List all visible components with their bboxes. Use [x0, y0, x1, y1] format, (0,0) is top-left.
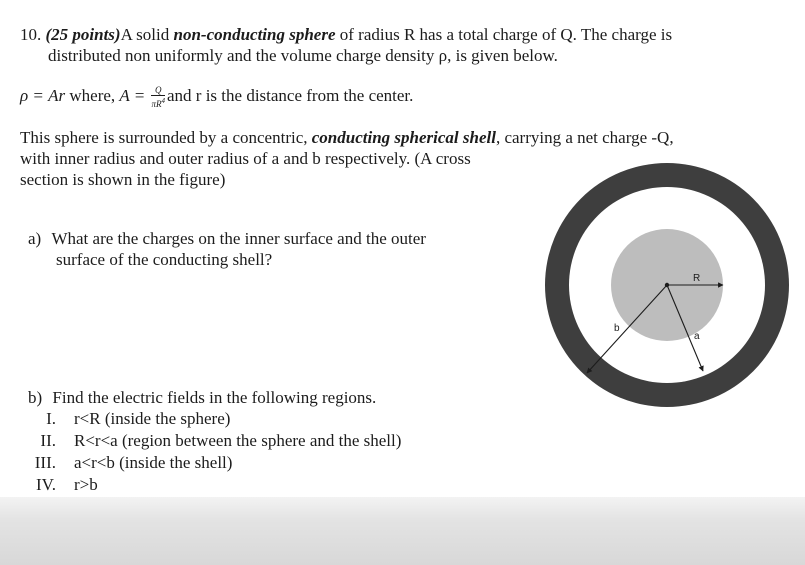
shell-description-line2: with inner radius and outer radius of a and b respectively. (A cross — [20, 149, 471, 168]
fraction-denominator-exponent: 4 — [161, 97, 165, 106]
item-number: IV. — [36, 475, 56, 494]
list-item — [20, 430, 401, 452]
shell-emphasis: conducting spherical shell — [311, 128, 496, 147]
problem-intro-line1 — [20, 24, 672, 45]
problem-intro-line2: distributed non uniformly and the volume charge density ρ, is given below. — [48, 46, 558, 65]
part-a-line1: What are the charges on the inner surface and the outer — [51, 229, 426, 248]
part-a-line2: surface of the conducting shell? — [56, 250, 273, 269]
list-item — [20, 452, 401, 474]
part-a — [28, 228, 426, 249]
label-a: a — [694, 331, 700, 342]
formula-where: where, — [65, 86, 120, 105]
formula-tail: and r is the distance from the center. — [167, 86, 414, 105]
formula-lhs: ρ = — [20, 86, 49, 105]
intro-emphasis: non-conducting sphere — [173, 25, 336, 44]
item-text: R<r<a (region between the sphere and the shell) — [74, 431, 402, 450]
part-b-line1: Find the electric fields in the following regions. — [52, 388, 377, 407]
part-a-label: a) — [28, 229, 42, 248]
formula-fraction — [151, 85, 165, 109]
cross-section-figure — [545, 163, 795, 413]
part-b-label: b) — [28, 388, 43, 407]
label-b: b — [614, 323, 620, 334]
shell-description-line3: section is shown in the figure) — [20, 170, 226, 189]
list-item — [20, 474, 401, 496]
item-text: a<r<b (inside the shell) — [74, 453, 233, 472]
shell-text-2: , carrying a net charge -Q, — [495, 128, 674, 147]
problem-number: 10. — [20, 25, 42, 44]
item-number: I. — [46, 409, 56, 428]
shell-description-line1 — [20, 127, 674, 148]
part-b — [28, 387, 376, 408]
item-number: II. — [40, 431, 56, 450]
list-item — [20, 408, 401, 430]
shell-text-1: This sphere is surrounded by a concentric, — [20, 128, 312, 147]
formula-a: A = — [119, 86, 150, 105]
item-text: r<R (inside the sphere) — [74, 409, 231, 428]
problem-points: (25 points) — [45, 25, 121, 44]
fraction-denominator — [151, 96, 165, 109]
label-R: R — [693, 273, 701, 284]
item-text: r>b — [74, 475, 98, 494]
formula-ar: Ar — [48, 86, 66, 105]
bottom-gradient-bar — [0, 497, 805, 565]
intro-text-2: of radius R has a total charge of Q. The charge is — [335, 25, 673, 44]
fraction-denominator-base: πR — [151, 99, 162, 110]
part-b-list — [20, 408, 401, 496]
charge-density-formula — [20, 85, 413, 109]
intro-text-1: A solid — [120, 25, 174, 44]
fraction-numerator: Q — [151, 85, 165, 96]
item-number: III. — [34, 453, 56, 472]
